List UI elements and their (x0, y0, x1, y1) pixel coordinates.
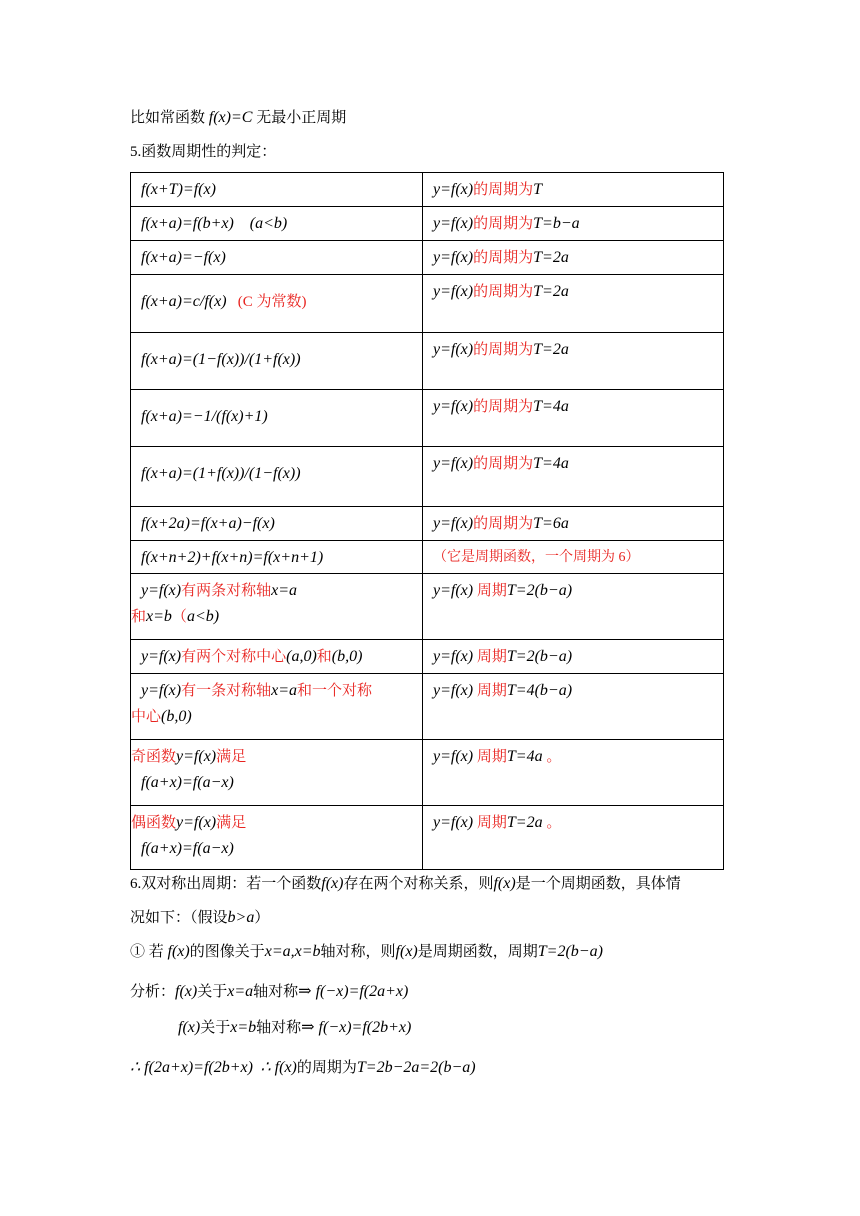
condition-paren: （ (171, 609, 187, 625)
result-label: 的周期为 (473, 216, 534, 232)
condition-axis-a: x=a (271, 682, 298, 699)
table-row (131, 507, 724, 541)
table-row (131, 333, 724, 390)
implication-formula: ⇒ f(−x)=f(2b+x) (301, 1019, 412, 1036)
axis-formula: x=a (227, 983, 254, 1000)
result-function: y=f(x) (433, 455, 474, 472)
section6-text: ） (254, 910, 270, 926)
result-period-mark: 。 (542, 815, 562, 831)
result-period: T=4a (533, 398, 569, 415)
table-row (131, 173, 724, 207)
result-function: y=f(x) (433, 582, 474, 599)
result-label: 周期 (473, 815, 507, 831)
condition-center-b: (b,0) (331, 648, 363, 665)
condition-satisfies: 满足 (216, 749, 247, 765)
result-function: y=f(x) (433, 648, 474, 665)
analysis-text: 轴对称 (253, 984, 299, 1000)
period-table (130, 172, 724, 870)
section5-title: 5.函数周期性的判定： (130, 144, 277, 160)
result-period: T=b−a (533, 215, 580, 232)
result-note: （它是周期函数，一个周期为 6） (433, 550, 640, 565)
therefore-function: ∴ f(x) (260, 1059, 297, 1076)
condition-axis-a: x=a (271, 582, 298, 599)
result-function: y=f(x) (433, 748, 474, 765)
analysis-line1 (130, 980, 408, 1004)
condition-label: 有一条对称轴 (181, 683, 272, 699)
result-period: T=2a (533, 341, 569, 358)
result-function: y=f(x) (433, 181, 474, 198)
result-period: T (533, 181, 543, 198)
function-formula: f(x) (493, 875, 516, 892)
condition-formula: f(x+a)=f(b+x) (a<b) (141, 215, 288, 232)
result-label: 的周期为 (473, 284, 534, 300)
table-row (131, 541, 724, 574)
result-label: 周期 (473, 683, 507, 699)
function-formula: f(x) (178, 1019, 201, 1036)
table-row (131, 275, 724, 333)
condition-center-b: (b,0) (161, 708, 192, 725)
table-row (131, 806, 724, 870)
condition-function: y=f(x) (141, 648, 182, 665)
intro-line (130, 106, 346, 130)
result-function: y=f(x) (433, 515, 474, 532)
function-formula: f(x) (321, 875, 344, 892)
intro-text: 比如常函数 (130, 110, 206, 126)
result-period: T=2a (533, 249, 569, 266)
odd-function-label: 奇函数 (131, 749, 177, 765)
axis-formula: x=b (230, 1019, 257, 1036)
table-row (131, 390, 724, 447)
function-formula: f(x) (175, 983, 198, 1000)
condition-formula: f(x+a)=(1−f(x))/(1+f(x)) (141, 351, 301, 368)
condition-function: y=f(x) (176, 814, 217, 831)
result-label: 的周期为 (473, 399, 534, 415)
implication-formula: ⇒ f(−x)=f(2a+x) (298, 983, 409, 1000)
result-period: T=2a (533, 283, 569, 300)
result-label: 的周期为 (473, 182, 534, 198)
condition-formula: f(x+2a)=f(x+a)−f(x) (141, 515, 275, 532)
condition-formula: f(x+a)=−1/(f(x)+1) (141, 408, 268, 425)
table-row (131, 640, 724, 674)
section6-text: 是一个周期函数，具体情 (515, 876, 681, 892)
section6-text: 况如下：（假设 (130, 910, 228, 926)
period-formula: T=2b−2a=2(b−a) (356, 1059, 476, 1076)
section6-paragraph-line1 (130, 872, 681, 896)
result-period: T=2(b−a) (506, 648, 573, 665)
table-row (131, 207, 724, 241)
section6-text: 6.双对称出周期：若一个函数 (130, 876, 322, 892)
assumption-formula: b>a (227, 909, 255, 926)
period-formula: T=2(b−a) (537, 943, 603, 960)
condition-function: y=f(x) (141, 682, 182, 699)
even-function-label: 偶函数 (131, 815, 177, 831)
case-one-text: 是周期函数，周期 (417, 944, 538, 960)
condition-label-2: 和一个对称 (297, 683, 373, 699)
table-row (131, 674, 724, 740)
condition-label: 有两个对称中心 (181, 649, 287, 665)
condition-center-label: 中心 (131, 709, 162, 725)
condition-inequality: a<b) (186, 608, 220, 625)
result-period: T=2a (506, 814, 543, 831)
table-row (131, 241, 724, 275)
condition-formula: f(x+a)=(1+f(x))/(1−f(x)) (141, 465, 301, 482)
condition-axis-b: x=b (146, 608, 172, 625)
intro-formula: f(x)=C (208, 109, 253, 126)
result-label: 的周期为 (473, 456, 534, 472)
section6-text: 存在两个对称关系，则 (343, 876, 494, 892)
condition-label: 有两条对称轴 (181, 583, 272, 599)
result-function: y=f(x) (433, 215, 474, 232)
result-function: y=f(x) (433, 341, 474, 358)
function-formula: f(x) (167, 943, 190, 960)
result-period: T=2(b−a) (506, 582, 573, 599)
condition-center-a: (a,0) (286, 648, 317, 665)
analysis-label: 分析： (130, 984, 176, 1000)
result-label: 的周期为 (473, 250, 534, 266)
analysis-text: 轴对称 (256, 1020, 302, 1036)
condition-formula: f(x+n+2)+f(x+n)=f(x+n+1) (141, 549, 324, 566)
result-label: 的周期为 (473, 516, 534, 532)
condition-function: y=f(x) (176, 748, 217, 765)
condition-and: 和 (316, 649, 332, 665)
function-formula: f(x) (395, 943, 418, 960)
condition-formula: f(a+x)=f(a−x) (141, 840, 234, 857)
result-label: 的周期为 (473, 342, 534, 358)
condition-formula: f(x+T)=f(x) (141, 181, 216, 198)
case-one-line (130, 940, 603, 964)
result-label: 周期 (473, 749, 507, 765)
table-row (131, 740, 724, 806)
condition-satisfies: 满足 (216, 815, 247, 831)
result-function: y=f(x) (433, 398, 474, 415)
condition-note: (C 为常数) (237, 294, 307, 310)
result-label: 周期 (473, 649, 507, 665)
table-row (131, 447, 724, 507)
therefore-formula: ∴ f(2a+x)=f(2b+x) (130, 1059, 253, 1076)
condition-formula: f(a+x)=f(a−x) (141, 774, 234, 791)
result-function: y=f(x) (433, 814, 474, 831)
result-function: y=f(x) (433, 283, 474, 300)
conclusion-text: 的周期为 (296, 1060, 357, 1076)
case-one-text: ① 若 (130, 944, 164, 960)
analysis-text: 关于 (200, 1020, 231, 1036)
intro-text-tail: 无最小正周期 (256, 110, 347, 126)
result-period-mark: 。 (542, 749, 562, 765)
result-period: T=4a (506, 748, 543, 765)
result-function: y=f(x) (433, 682, 474, 699)
analysis-line2 (178, 1016, 411, 1040)
condition-formula: f(x+a)=c/f(x) (141, 293, 227, 310)
result-period: T=6a (533, 515, 569, 532)
condition-function: y=f(x) (141, 582, 182, 599)
result-label: 周期 (473, 583, 507, 599)
result-period: T=4(b−a) (506, 682, 573, 699)
axes-formula: x=a,x=b (264, 943, 321, 960)
analysis-text: 关于 (197, 984, 228, 1000)
table-row (131, 574, 724, 640)
result-function: y=f(x) (433, 249, 474, 266)
condition-and: 和 (131, 609, 147, 625)
condition-formula: f(x+a)=−f(x) (141, 249, 226, 266)
conclusion-line (130, 1056, 476, 1080)
section6-paragraph-line2 (130, 906, 269, 930)
case-one-text: 的图像关于 (189, 944, 265, 960)
case-one-text: 轴对称，则 (320, 944, 396, 960)
result-period: T=4a (533, 455, 569, 472)
